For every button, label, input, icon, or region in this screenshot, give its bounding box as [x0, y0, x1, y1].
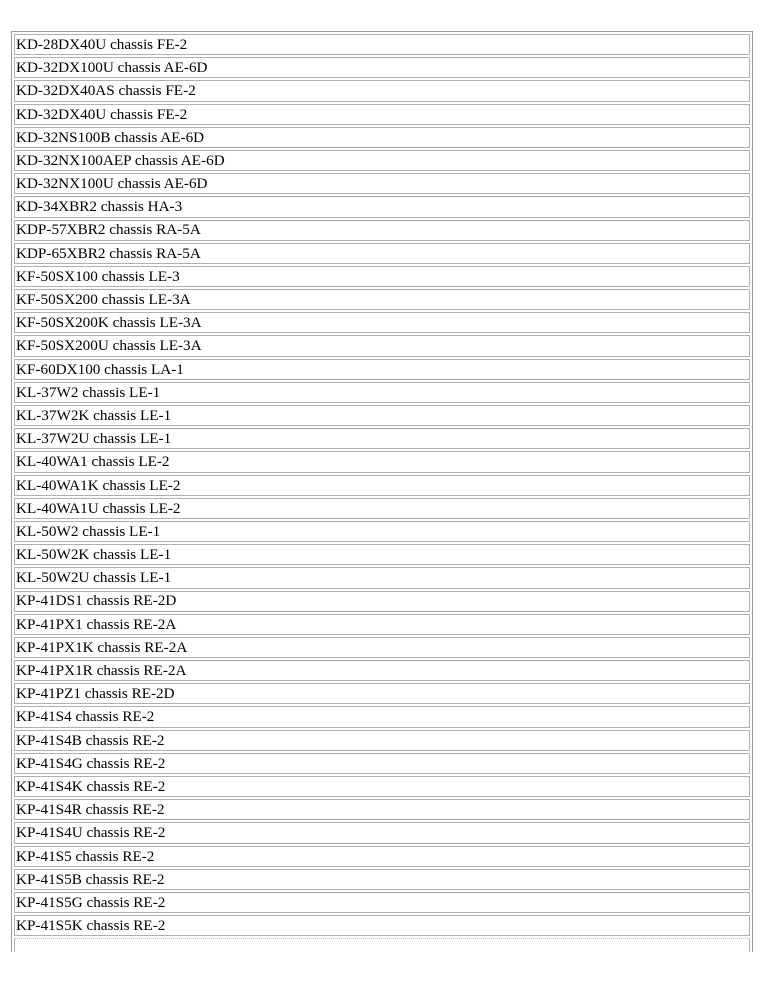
table-row: KP-41S4B chassis RE-2: [14, 730, 750, 751]
table-row: KF-50SX100 chassis LE-3: [14, 266, 750, 287]
table-row: KD-32DX40U chassis FE-2: [14, 104, 750, 125]
table-row: KL-50W2K chassis LE-1: [14, 544, 750, 565]
table-row: KD-32NX100U chassis AE-6D: [14, 173, 750, 194]
table-row: KL-40WA1 chassis LE-2: [14, 451, 750, 472]
table-row: KD-32DX40AS chassis FE-2: [14, 80, 750, 101]
table-row-partial: [14, 938, 750, 952]
table-row: KD-32DX100U chassis AE-6D: [14, 57, 750, 78]
table-row: KL-37W2 chassis LE-1: [14, 382, 750, 403]
table-row: KP-41DS1 chassis RE-2D: [14, 591, 750, 612]
table-row: KP-41S5B chassis RE-2: [14, 869, 750, 890]
table-row: KP-41PX1R chassis RE-2A: [14, 660, 750, 681]
table-row: KP-41PZ1 chassis RE-2D: [14, 683, 750, 704]
table-row: KP-41S4R chassis RE-2: [14, 799, 750, 820]
table-row: KP-41S4G chassis RE-2: [14, 753, 750, 774]
table-row: KD-32NX100AEP chassis AE-6D: [14, 150, 750, 171]
table-row: KP-41S5 chassis RE-2: [14, 846, 750, 867]
table-row: KL-40WA1U chassis LE-2: [14, 498, 750, 519]
table-row: KF-60DX100 chassis LA-1: [14, 359, 750, 380]
table-row: KP-41S4U chassis RE-2: [14, 822, 750, 843]
table-row: KD-28DX40U chassis FE-2: [14, 34, 750, 55]
table-row: KP-41S4 chassis RE-2: [14, 706, 750, 727]
table-row: KL-37W2U chassis LE-1: [14, 428, 750, 449]
table-row: KF-50SX200U chassis LE-3A: [14, 335, 750, 356]
table-row: KP-41S5G chassis RE-2: [14, 892, 750, 913]
table-row: KF-50SX200 chassis LE-3A: [14, 289, 750, 310]
table-row: KDP-65XBR2 chassis RA-5A: [14, 243, 750, 264]
table-row: KL-50W2 chassis LE-1: [14, 521, 750, 542]
table-row: KD-32NS100B chassis AE-6D: [14, 127, 750, 148]
table-row: KP-41S5K chassis RE-2: [14, 915, 750, 936]
table-row: KP-41PX1 chassis RE-2A: [14, 614, 750, 635]
table-row: KL-40WA1K chassis LE-2: [14, 475, 750, 496]
table-row: KDP-57XBR2 chassis RA-5A: [14, 220, 750, 241]
table-row: KP-41PX1K chassis RE-2A: [14, 637, 750, 658]
table-row: KP-41S4K chassis RE-2: [14, 776, 750, 797]
table-row: KL-37W2K chassis LE-1: [14, 405, 750, 426]
table-row: KD-34XBR2 chassis HA-3: [14, 196, 750, 217]
model-chassis-table: [11, 31, 753, 952]
table-row: KF-50SX200K chassis LE-3A: [14, 312, 750, 333]
table-row: KL-50W2U chassis LE-1: [14, 567, 750, 588]
